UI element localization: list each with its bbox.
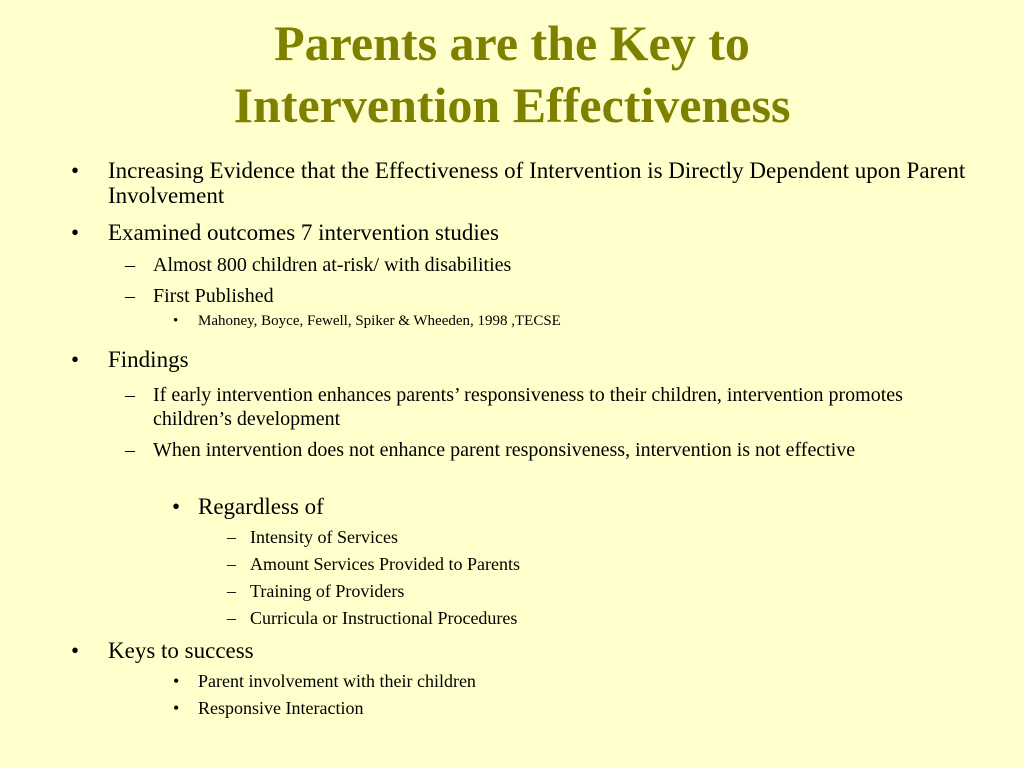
slide-title-line-2: Intervention Effectiveness — [233, 77, 791, 133]
sub-item-amount — [227, 553, 980, 575]
slide-title-line-1: Parents are the Key to — [274, 15, 750, 71]
sub-item-training — [227, 580, 980, 602]
bullet-item-findings — [71, 347, 988, 372]
bullet-marker: • — [71, 638, 80, 663]
dash-marker: – — [125, 384, 135, 406]
sub-item-text: Amount Services Provided to Parents — [250, 554, 520, 574]
citation-item — [173, 312, 978, 330]
sub-item-intensity — [227, 526, 980, 548]
bullet-text: Findings — [108, 347, 189, 372]
dash-marker: – — [227, 581, 236, 601]
dash-marker: – — [125, 285, 135, 307]
dash-marker: – — [125, 439, 135, 461]
sub-item-parent-involvement — [173, 670, 978, 692]
sub-item-text: If early intervention enhances parents’ responsiveness to their children, intervention promotes children’s development — [153, 384, 903, 430]
sub-item-curricula — [227, 607, 980, 629]
sub-item-text: Intensity of Services — [250, 527, 398, 547]
sub-item-text: Responsive Interaction — [198, 698, 364, 718]
bullet-item-examined — [71, 220, 988, 245]
sub-item-text: Almost 800 children at-risk/ with disabilities — [153, 254, 512, 276]
sub-item-responsive — [173, 697, 978, 719]
bullet-marker: • — [173, 698, 180, 718]
sub-item-first-published — [125, 284, 983, 308]
bullet-text: Examined outcomes 7 intervention studies — [108, 220, 499, 245]
sub-item-enhances — [125, 383, 983, 431]
dash-marker: – — [227, 554, 236, 574]
bullet-item-keys — [71, 638, 988, 663]
bullet-marker: • — [172, 494, 181, 519]
bullet-marker: • — [173, 313, 179, 329]
sub-item-text: Parent involvement with their children — [198, 671, 476, 691]
sub-item-text: First Published — [153, 285, 274, 307]
bullet-text: Increasing Evidence that the Effectiveness of Intervention is Directly Dependent upon Parent Involvement — [108, 158, 966, 208]
dash-marker: – — [227, 608, 236, 628]
bullet-marker: • — [71, 220, 80, 245]
bullet-text: Regardless of — [198, 494, 324, 519]
bullet-marker: • — [71, 158, 80, 183]
bullet-marker: • — [173, 671, 180, 691]
bullet-item-regardless — [172, 494, 978, 519]
bullet-item-evidence — [71, 158, 988, 208]
dash-marker: – — [227, 527, 236, 547]
bullet-marker: • — [71, 347, 80, 372]
bullet-text: Keys to success — [108, 638, 254, 663]
sub-item-children — [125, 253, 983, 277]
citation-text: Mahoney, Boyce, Fewell, Spiker & Wheeden, 1998 ,TECSE — [198, 313, 561, 329]
sub-item-not-enhance — [125, 438, 983, 462]
dash-marker: – — [125, 254, 135, 276]
sub-item-text: Training of Providers — [250, 581, 405, 601]
sub-item-text: When intervention does not enhance parent responsiveness, intervention is not effective — [153, 439, 856, 461]
sub-item-text: Curricula or Instructional Procedures — [250, 608, 518, 628]
